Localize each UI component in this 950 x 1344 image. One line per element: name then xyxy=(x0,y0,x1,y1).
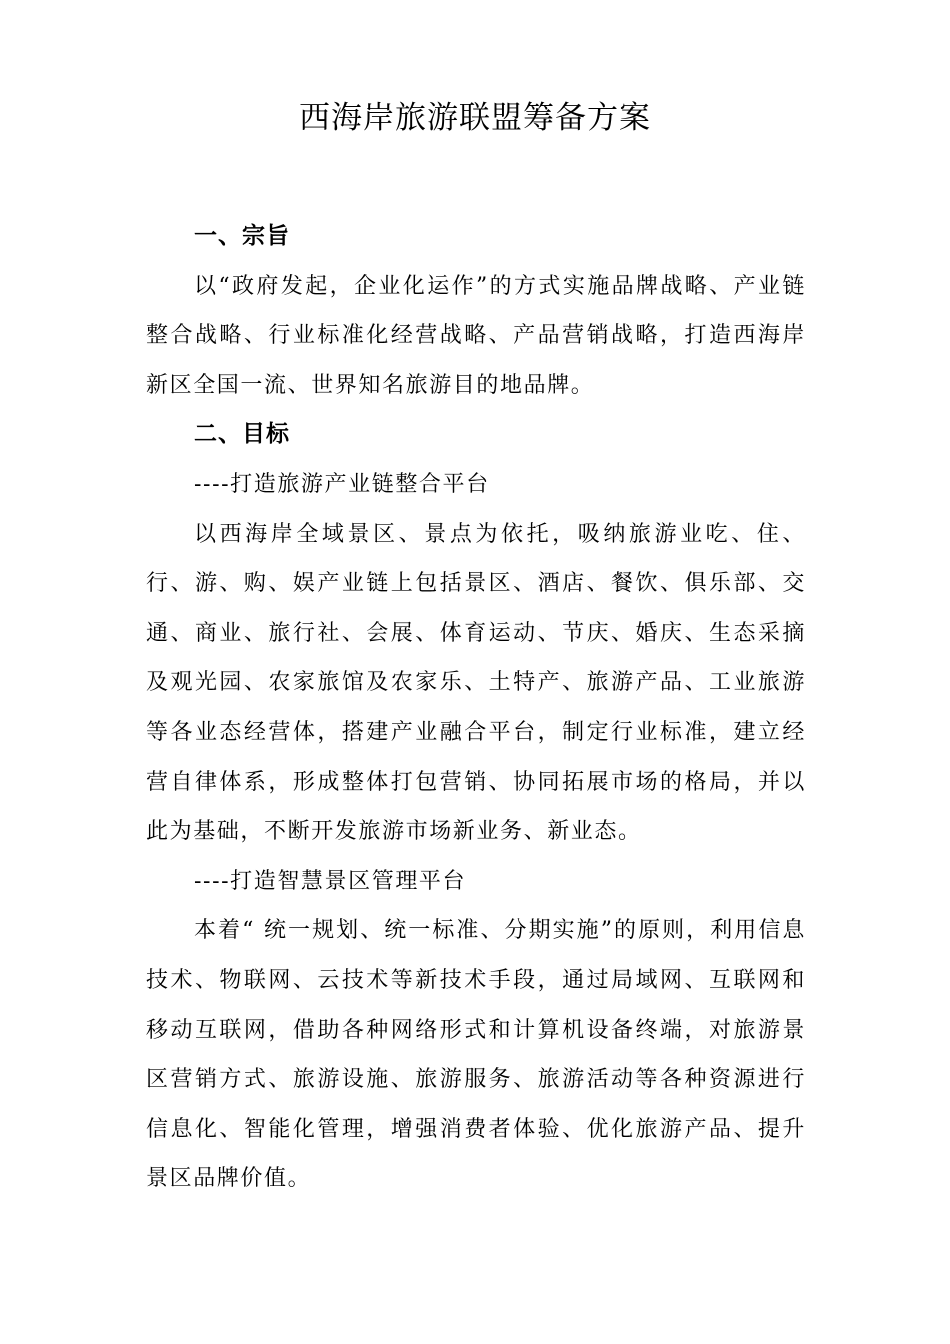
purpose-paragraph: 以“政府发起，企业化运作”的方式实施品牌战略、产业链整合战略、行业标准化经营战略、产品营销战略，打造西海岸新区全国一流、世界知名旅游目的地品牌。 xyxy=(146,273,806,398)
document-body xyxy=(146,212,806,1204)
subsection-smart-scenic xyxy=(146,857,806,1204)
section-purpose xyxy=(146,212,806,410)
section-goals xyxy=(146,410,806,1204)
industry-chain-paragraph: 以西海岸全域景区、景点为依托，吸纳旅游业吃、住、行、游、购、娱产业链上包括景区、酒店、餐饮、俱乐部、交通、商业、旅行社、会展、体育运动、节庆、婚庆、生态采摘及观光园、农家旅馆及农家乐、土特产、旅游产品、工业旅游等各业态经营体，搭建产业融合平台，制定行业标准，建立经营自律体系，形成整体打包营销、协同拓展市场的格局，并以此为基础，不断开发旅游市场新业务、新业态。 xyxy=(146,521,806,845)
section-heading-goals: 二、目标 xyxy=(194,421,290,448)
subheading-industry-chain: ----打造旅游产业链整合平台 xyxy=(194,471,490,497)
section-heading-purpose: 一、宗旨 xyxy=(194,223,290,249)
smart-scenic-paragraph: 本着“ 统一规划、统一标准、分期实施”的原则，利用信息技术、物联网、云技术等新技术手段，通过局域网、互联网和移动互联网，借助各种网络形式和计算机设备终端，对旅游景区营销方式、旅游设施、旅游服务、旅游活动等各种资源进行信息化、智能化管理，增强消费者体验、优化旅游产品、提升景区品牌价值。 xyxy=(146,918,806,1192)
document-title: 西海岸旅游联盟筹备方案 xyxy=(299,100,651,136)
subsection-industry-chain xyxy=(146,460,806,857)
subheading-smart-scenic: ----打造智慧景区管理平台 xyxy=(194,868,467,894)
